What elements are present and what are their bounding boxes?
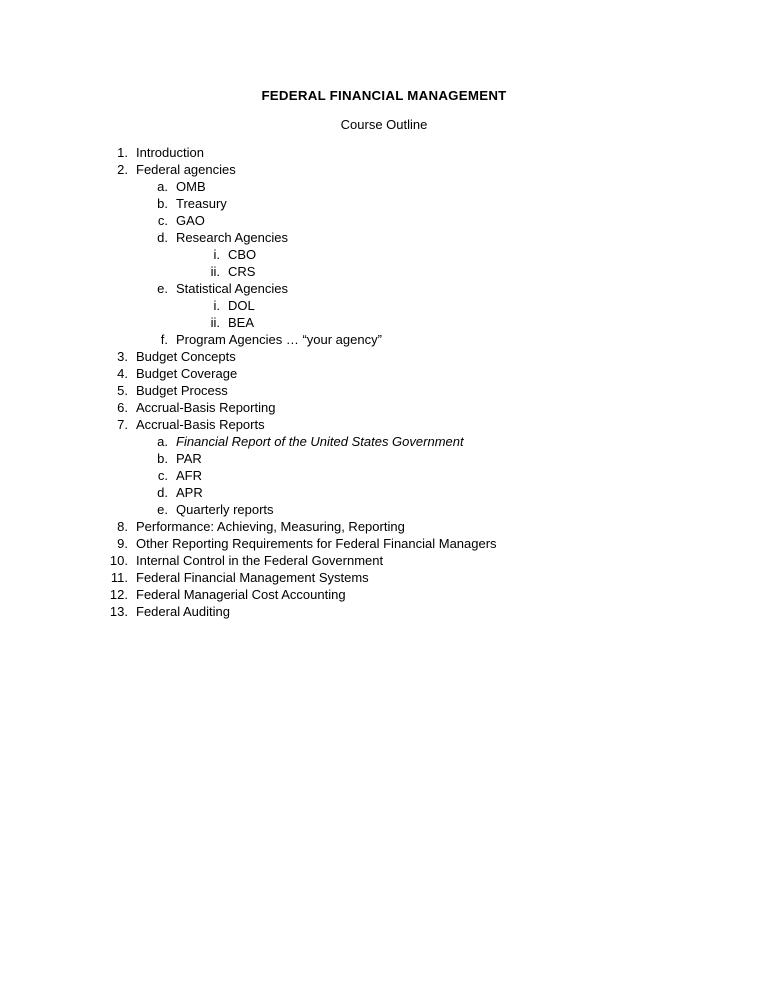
- outline-item-label: Introduction: [136, 145, 204, 160]
- outline-item-label: Research Agencies: [176, 230, 289, 245]
- outline-item: [108, 501, 668, 518]
- outline-item-marker: c.: [157, 213, 168, 228]
- outline-item: [108, 348, 668, 365]
- outline-item-label: Budget Coverage: [136, 366, 238, 381]
- outline-item-marker: i.: [213, 298, 220, 313]
- outline-item-label: Program Agencies … “your agency”: [176, 332, 382, 347]
- outline-item-marker: i.: [213, 247, 220, 262]
- outline-item-label: Treasury: [176, 196, 227, 211]
- outline-item-marker: ii.: [210, 264, 220, 279]
- outline-item-marker: a.: [157, 434, 168, 449]
- outline-item-marker: 5.: [117, 383, 128, 398]
- outline-item-label: CRS: [228, 264, 256, 279]
- outline-item: [108, 467, 668, 484]
- course-outline-list: [108, 144, 668, 620]
- outline-item-label: OMB: [176, 179, 206, 194]
- outline-item: [108, 535, 668, 552]
- page-subtitle: Course Outline: [340, 117, 428, 132]
- outline-item-marker: d.: [157, 230, 168, 245]
- outline-item-label: Other Reporting Requirements for Federal Financial Managers: [136, 536, 497, 551]
- outline-item-marker: 6.: [117, 400, 128, 415]
- outline-item-label: Statistical Agencies: [176, 281, 289, 296]
- outline-item-label: Quarterly reports: [176, 502, 274, 517]
- outline-item-marker: 9.: [117, 536, 128, 551]
- outline-item-label: Federal Auditing: [136, 604, 230, 619]
- outline-item-marker: 7.: [117, 417, 128, 432]
- outline-item-label: APR: [176, 485, 203, 500]
- outline-item-marker: ii.: [210, 315, 220, 330]
- outline-item-label: Internal Control in the Federal Government: [136, 553, 384, 568]
- outline-item: [108, 450, 668, 467]
- outline-item-label: Federal Managerial Cost Accounting: [136, 587, 346, 602]
- outline-item-label: Accrual-Basis Reporting: [136, 400, 276, 415]
- outline-item-label: Accrual-Basis Reports: [136, 417, 265, 432]
- outline-item: [108, 382, 668, 399]
- outline-item: [108, 331, 668, 348]
- outline-item: [108, 263, 668, 280]
- outline-item-label: Performance: Achieving, Measuring, Reporting: [136, 519, 405, 534]
- outline-item-marker: 12.: [109, 587, 128, 602]
- outline-item-marker: 3.: [117, 349, 128, 364]
- outline-item: [108, 314, 668, 331]
- outline-item-marker: b.: [157, 451, 168, 466]
- outline-item-label: CBO: [228, 247, 257, 262]
- outline-item: [108, 569, 668, 586]
- outline-item: [108, 433, 668, 450]
- outline-item-marker: b.: [157, 196, 168, 211]
- outline-item-marker: 8.: [117, 519, 128, 534]
- outline-item-marker: 13.: [109, 604, 128, 619]
- outline-item-marker: a.: [157, 179, 168, 194]
- outline-item-label: Financial Report of the United States Government: [176, 434, 464, 449]
- outline-item: [108, 586, 668, 603]
- outline-item: [108, 297, 668, 314]
- outline-item-marker: 10.: [109, 553, 128, 568]
- outline-item-label: Budget Concepts: [136, 349, 236, 364]
- outline-item: [108, 212, 668, 229]
- outline-item-label: BEA: [228, 315, 255, 330]
- outline-item-label: Budget Process: [136, 383, 228, 398]
- outline-item: [108, 246, 668, 263]
- outline-item-marker: d.: [157, 485, 168, 500]
- outline-item-marker: 1.: [117, 145, 128, 160]
- outline-item-label: GAO: [176, 213, 205, 228]
- outline-item-marker: 11.: [110, 570, 128, 585]
- outline-item-marker: e.: [157, 281, 168, 296]
- page-title: FEDERAL FINANCIAL MANAGEMENT: [261, 88, 507, 103]
- outline-item: [108, 365, 668, 382]
- outline-item: [108, 603, 668, 620]
- outline-item-marker: e.: [157, 502, 168, 517]
- outline-item: [108, 416, 668, 433]
- outline-item: [108, 280, 668, 297]
- outline-item-label: Federal agencies: [136, 162, 236, 177]
- outline-item-label: PAR: [176, 451, 202, 466]
- outline-item-marker: c.: [157, 468, 168, 483]
- outline-item-marker: 4.: [117, 366, 128, 381]
- outline-item: [108, 195, 668, 212]
- outline-item: [108, 161, 668, 178]
- outline-item: [108, 144, 668, 161]
- outline-item: [108, 229, 668, 246]
- outline-item-label: Federal Financial Management Systems: [136, 570, 369, 585]
- outline-item: [108, 178, 668, 195]
- outline-item: [108, 484, 668, 501]
- outline-item: [108, 399, 668, 416]
- outline-item: [108, 552, 668, 569]
- outline-item-label: DOL: [228, 298, 255, 313]
- outline-item: [108, 518, 668, 535]
- outline-item-marker: f.: [160, 332, 168, 347]
- outline-item-label: AFR: [176, 468, 202, 483]
- outline-item-marker: 2.: [117, 162, 128, 177]
